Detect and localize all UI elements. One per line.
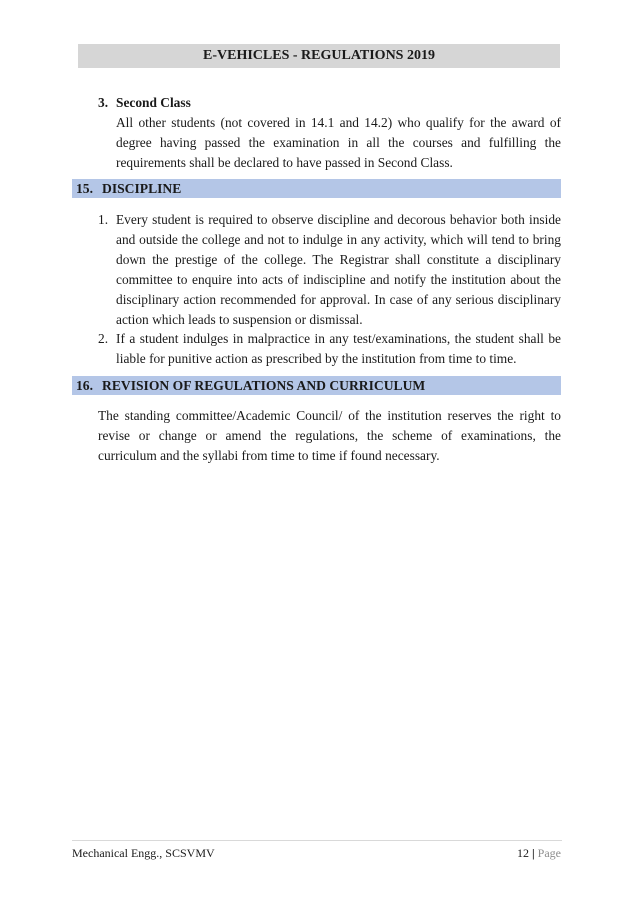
discipline-item-1-number: 1.	[98, 212, 109, 227]
section-16-title: REVISION OF REGULATIONS AND CURRICULUM	[102, 378, 426, 393]
section-15-heading	[72, 179, 561, 198]
section-15-title: DISCIPLINE	[102, 181, 182, 196]
section-16-heading	[72, 376, 561, 395]
page-number: 12	[517, 846, 530, 860]
second-class-title: Second Class	[116, 95, 191, 110]
page-header	[78, 44, 560, 68]
section-15-number: 15.	[76, 181, 93, 196]
footer-page-info	[517, 845, 561, 861]
discipline-item-2-number: 2.	[98, 331, 109, 346]
section-16-text: The standing committee/Academic Council/ of the institution reserves the right to revise or change or amend the regulations, the scheme of examinations, the curriculum and the syllabi from time to time if found necessary.	[98, 408, 561, 463]
section-16-number: 16.	[76, 378, 93, 393]
footer-department: Mechanical Engg., SCSVMV	[72, 846, 215, 860]
discipline-item-1-text: Every student is required to observe discipline and decorous behavior both inside and outside the college and not to indulge in any activity, which will tend to bring down the prestige of the college. The Registrar shall constitute a disciplinary committee to enquire into acts of indiscipline and notify the institution about the disciplinary action recommended for approval. In case of any serious disciplinary action which leads to suspension or dismissal.	[116, 212, 561, 327]
discipline-item-2-text: If a student indulges in malpractice in any test/examinations, the student shall be liable for punitive action as prescribed by the institution from time to time.	[116, 331, 561, 366]
page-separator: |	[532, 846, 535, 860]
page-label: Page	[537, 846, 561, 860]
footer-divider	[72, 840, 562, 841]
header-title: E-VEHICLES - REGULATIONS 2019	[203, 48, 435, 63]
second-class-text: All other students (not covered in 14.1 and 14.2) who qualify for the award of degree having passed the examination in all the courses and fulfilling the requirements shall be declared to have passed in Second Class.	[116, 115, 561, 170]
second-class-number: 3.	[98, 95, 109, 110]
